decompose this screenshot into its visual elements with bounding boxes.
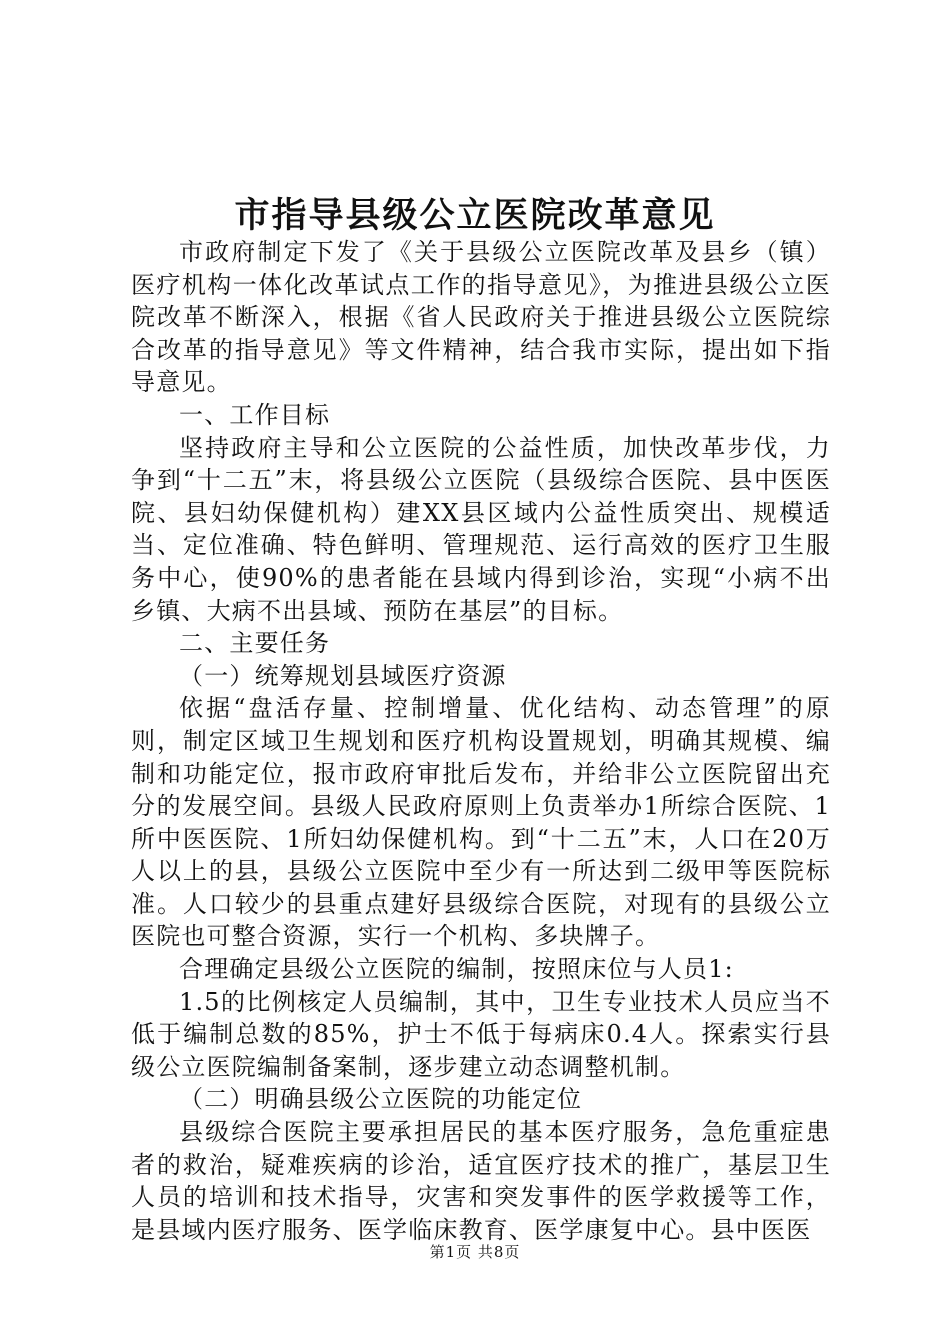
document-body — [131, 236, 831, 1246]
paragraph-resource-planning: 依据“盘活存量、控制增量、优化结构、动态管理”的原则，制定区域卫生规划和医疗机构设置规划，明确其规模、编制和功能定位，报市政府审批后发布，并给非公立医院留出充分的发展空间。县级人民政府原则上负责举办1所综合医院、1所中医医院、1所妇幼保健机构。到“十二五”末，人口在20万人以上的县，县级公立医院中至少有一所达到二级甲等医院标准。人口较少的县重点建好县级综合医院，对现有的县级公立医院也可整合资源，实行一个机构、多块牌子。 — [131, 694, 831, 951]
paragraph-work-goal: 坚持政府主导和公立医院的公益性质，加快改革步伐，力争到“十二五”末，将县级公立医院（县级综合医院、县中医医院、县妇幼保健机构）建XX县区域内公益性质突出、规模适当、定位准确、特色鲜明、管理规范、运行高效的医疗卫生服务中心，使90%的患者能在县域内得到诊治，实现“小病不出乡镇、大病不出县域、预防在基层”的目标。 — [131, 433, 831, 625]
paragraph-staffing-line: 合理确定县级公立医院的编制，按照床位与人员1: — [179, 955, 734, 984]
page-footer: 第1页 共8页 — [429, 1243, 521, 1261]
subheading-function-positioning: （二）明确县级公立医院的功能定位 — [179, 1085, 583, 1114]
paragraph-intro: 市政府制定下发了《关于县级公立医院改革及县乡（镇）医疗机构一体化改革试点工作的指导意见》，为推进县级公立医院改革不断深入，根据《省人民政府关于推进县级公立医院综合改革的指导意见》等文件精神，结合我市实际，提出如下指导意见。 — [131, 238, 831, 397]
document-title: 市指导县级公立医院改革意见 — [234, 195, 716, 236]
paragraph-function-positioning: 县级综合医院主要承担居民的基本医疗服务，急危重症患者的救治，疑难疾病的诊治，适宜医疗技术的推广，基层卫生人员的培训和技术指导，灾害和突发事件的医学救援等工作，是县域内医疗服务、医学临床教育、医学康复中心。县中医医 — [131, 1118, 831, 1244]
subheading-resource-planning: （一）统筹规划县域医疗资源 — [179, 661, 507, 690]
paragraph-staffing: 1.5的比例核定人员编制，其中，卫生专业技术人员应当不低于编制总数的85%，护士不低于每病床0.4人。探索实行县级公立医院编制备案制，逐步建立动态调整机制。 — [131, 987, 831, 1081]
heading-work-goal: 一、工作目标 — [179, 400, 331, 429]
heading-main-tasks: 二、主要任务 — [179, 629, 331, 658]
